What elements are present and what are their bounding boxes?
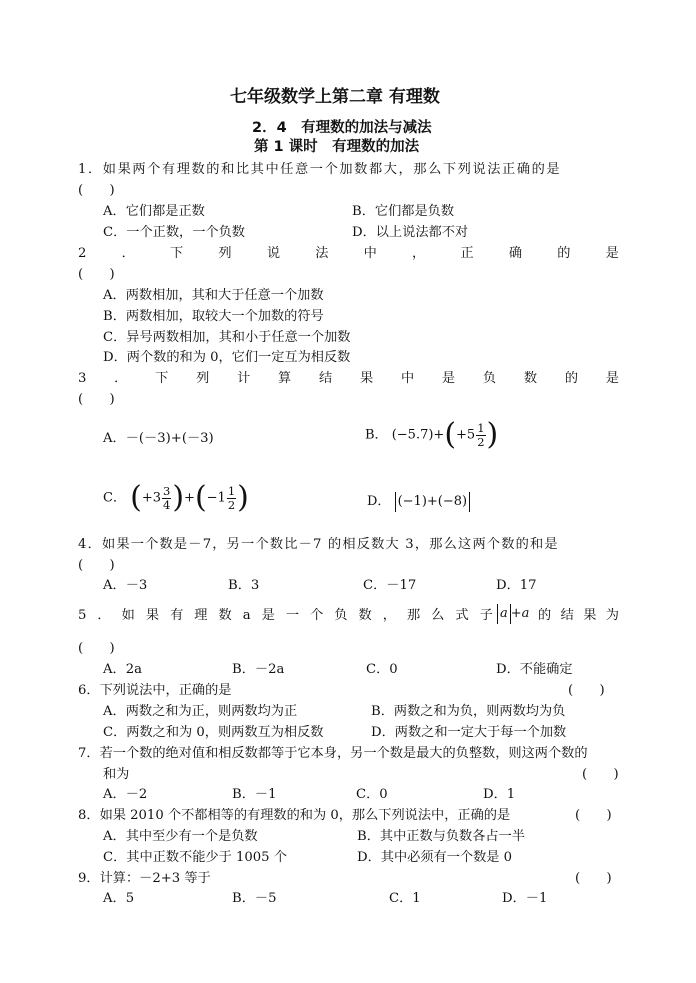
plus-sign: +: [510, 606, 522, 621]
q2-option-b: B．两数相加，取较大一个加数的符号: [103, 309, 324, 324]
q2-stem-char: 2: [78, 246, 87, 261]
q5-stem-char: ，: [382, 608, 396, 623]
q6-option-b: B．两数之和为负，则两数均为负: [371, 704, 566, 719]
q3-stem-char: 3: [78, 371, 87, 386]
variable-a: a: [521, 606, 530, 621]
open-paren: (: [194, 480, 207, 515]
q5-stem-char: 个: [310, 608, 324, 623]
q1-option-c: C．一个正数，一个负数: [103, 225, 245, 240]
q5-paren: ( ): [78, 641, 115, 656]
q5-stem-char: 数: [358, 608, 372, 623]
q9-paren: ( ): [575, 871, 612, 886]
q3-stem-char: 果: [359, 371, 374, 386]
q3-option-c-label: C．: [103, 490, 126, 506]
q3-option-c-whole1: +3: [141, 490, 161, 506]
close-paren: ): [486, 417, 499, 452]
q3-option-a: A．－(－3)+(－3): [103, 431, 214, 446]
q5-stem-char: 负: [334, 608, 348, 623]
q5-expression: [497, 604, 529, 624]
q2-stem: [78, 245, 619, 263]
q5-stem-char: 有: [170, 608, 184, 623]
open-paren: (: [130, 480, 142, 515]
q6-paren: ( ): [568, 683, 605, 698]
plus-sign: +: [184, 490, 195, 506]
q3-option-d-label: D．: [367, 494, 391, 509]
q6-option-c: C．两数之和为 0，则两数互为相反数: [103, 725, 324, 740]
q7-option-c: C．0: [356, 787, 388, 802]
q9-option-a: A．5: [103, 891, 135, 906]
q8-option-a: A．其中至少有一个是负数: [103, 829, 258, 844]
q5-stem-char: a: [242, 608, 251, 623]
q5-stem-char: 么: [431, 608, 445, 623]
q3-stem: [78, 370, 619, 388]
q6-option-a: A．两数之和为正，则两数均为正: [103, 704, 298, 719]
q1-option-a: A．它们都是正数: [103, 204, 205, 219]
variable-a: a: [500, 606, 508, 621]
q9-option-d: D．－1: [502, 891, 548, 906]
q7-stem-line2: 和为: [103, 767, 130, 782]
fraction-numerator: 1: [227, 483, 236, 498]
q3-option-b-whole: +5: [456, 427, 476, 443]
q3-paren: ( ): [78, 392, 115, 407]
q3-stem-char: 负: [482, 371, 497, 386]
q8-option-d: D．其中必须有一个数是 0: [357, 850, 513, 865]
q5-stem-char: 一: [285, 608, 300, 623]
q3-stem-char: 下: [155, 371, 169, 386]
fraction-denominator: 2: [227, 497, 236, 512]
q2-option-c: C．异号两数相加，其和小于任意一个加数: [103, 330, 351, 345]
q7-option-a: A．－2: [103, 787, 148, 802]
q3-option-b-term1: (−5.7)+: [391, 427, 445, 443]
q1-stem: 1．如果两个有理数的和比其中任意一个加数都大，那么下列说法正确的是: [78, 162, 562, 177]
q3-option-d-expr: (−1)+(−8): [397, 494, 468, 509]
q8-option-c: C．其中正数不能少于 1005 个: [103, 850, 287, 865]
fraction-denominator: 4: [162, 497, 171, 512]
close-paren: ): [237, 480, 249, 515]
q1-option-b: B．它们都是负数: [352, 204, 455, 219]
q5-stem-char: 式: [455, 608, 469, 623]
q7-paren: ( ): [582, 767, 619, 782]
q2-stem-char: 法: [315, 246, 329, 261]
q3-stem-char: 列: [196, 371, 210, 386]
q5-stem-char: 理: [194, 608, 208, 623]
q2-stem-char: 确: [508, 246, 523, 261]
q5-stem-char: 果: [145, 608, 160, 623]
q5-stem-char: 为: [605, 608, 619, 623]
q3-stem-char: 结: [319, 371, 333, 386]
q5-option-b: B．－2a: [232, 662, 285, 677]
q1-paren: ( ): [78, 183, 115, 198]
q4-paren: ( ): [78, 558, 115, 573]
q5-stem-tail: [538, 607, 619, 625]
q3-stem-char: 算: [278, 371, 292, 386]
q9-option-b: B．－5: [232, 891, 277, 906]
q6-stem: 6．下列说法中，正确的是: [78, 683, 232, 698]
q5-stem-char: 子: [479, 608, 493, 623]
q2-stem-char: 中: [363, 246, 377, 261]
q5-stem-char: 是: [261, 608, 275, 623]
fraction-denominator: 2: [477, 434, 485, 449]
q9-option-c: C．1: [389, 891, 421, 906]
absolute-value: [395, 492, 471, 512]
q5-stem-char: 果: [583, 608, 597, 623]
q4-option-c: C．－17: [363, 578, 417, 593]
q5-stem-char: 结: [560, 608, 574, 623]
q5-option-c: C．0: [366, 662, 398, 677]
q3-option-d: [367, 490, 470, 512]
q3-stem-char: 中: [400, 371, 415, 386]
q3-stem-char: ．: [114, 371, 128, 386]
q8-stem: 8．如果 2010 个不都相等的有理数的和为 0，那么下列说法中，正确的是: [78, 808, 511, 823]
q7-option-d: D．1: [483, 787, 516, 802]
q4-option-b: B．3: [228, 578, 260, 593]
q2-option-d: D．两个数的和为 0，它们一定互为相反数: [103, 350, 351, 365]
q3-stem-char: 数: [523, 371, 538, 386]
q5-stem-char: 那: [406, 608, 421, 623]
q2-stem-char: 正: [460, 246, 474, 261]
q2-stem-char: 的: [557, 246, 571, 261]
q2-stem-char: 说: [266, 246, 281, 261]
q4-option-a: A．－3: [103, 578, 148, 593]
q2-stem-char: ，: [412, 246, 426, 261]
q9-stem: 9．计算：－2+3 等于: [78, 871, 211, 886]
q2-paren: ( ): [78, 267, 115, 282]
open-paren: (: [444, 417, 457, 452]
q5-stem-char: 5: [78, 608, 87, 623]
q2-stem-char: 是: [605, 246, 619, 261]
q2-stem-char: 列: [218, 246, 232, 261]
q7-option-b: B．－1: [232, 787, 277, 802]
q2-option-a: A．两数相加，其和大于任意一个加数: [103, 288, 324, 303]
q3-option-c-whole2: −1: [206, 490, 226, 506]
absolute-value: [497, 604, 511, 624]
q7-stem: 7．若一个数的绝对值和相反数都等于它本身，另一个数是最大的负整数，则这两个数的: [78, 746, 588, 761]
q5-stem-char: 如: [121, 608, 135, 623]
lesson-title: 第 1 课时 有理数的加法: [254, 139, 420, 155]
q5-option-d: D．不能确定: [496, 662, 573, 677]
q3-stem-char: 的: [564, 371, 579, 386]
section-title: 2．4 有理数的加法与减法: [252, 120, 432, 136]
q6-option-d: D．两数之和一定大于每一个加数: [371, 725, 567, 740]
fraction-numerator: 1: [477, 420, 485, 435]
q8-paren: ( ): [575, 808, 612, 823]
q1-option-d: D．以上说法都不对: [352, 225, 469, 240]
q5-stem-char: 的: [538, 608, 552, 623]
q3-stem-char: 是: [605, 371, 619, 386]
q2-stem-char: ．: [121, 246, 135, 261]
q2-stem-char: 下: [170, 246, 184, 261]
q5-option-a: A．2a: [103, 662, 142, 677]
q3-stem-char: 是: [441, 371, 456, 386]
q5-stem: [78, 607, 493, 625]
page-title: 七年级数学上第二章 有理数: [230, 87, 440, 107]
q3-option-b-label: B．: [365, 427, 388, 443]
q5-stem-char: 数: [218, 608, 232, 623]
q4-stem: 4．如果一个数是－7，另一个数比－7 的相反数大 3，那么这两个数的和是: [78, 537, 559, 552]
close-paren: ): [172, 480, 185, 515]
fraction-numerator: 3: [162, 483, 171, 498]
q3-option-b-fraction: [476, 422, 485, 449]
q4-option-d: D．17: [496, 578, 537, 593]
q5-stem-char: ．: [97, 608, 111, 623]
q3-option-c-fraction2: [227, 485, 236, 512]
q3-stem-char: 计: [237, 371, 251, 386]
q3-option-c: [103, 480, 249, 515]
q3-option-c-fraction1: [162, 485, 171, 512]
q8-option-b: B．其中正数与负数各占一半: [357, 829, 525, 844]
q3-option-b: [365, 417, 499, 452]
